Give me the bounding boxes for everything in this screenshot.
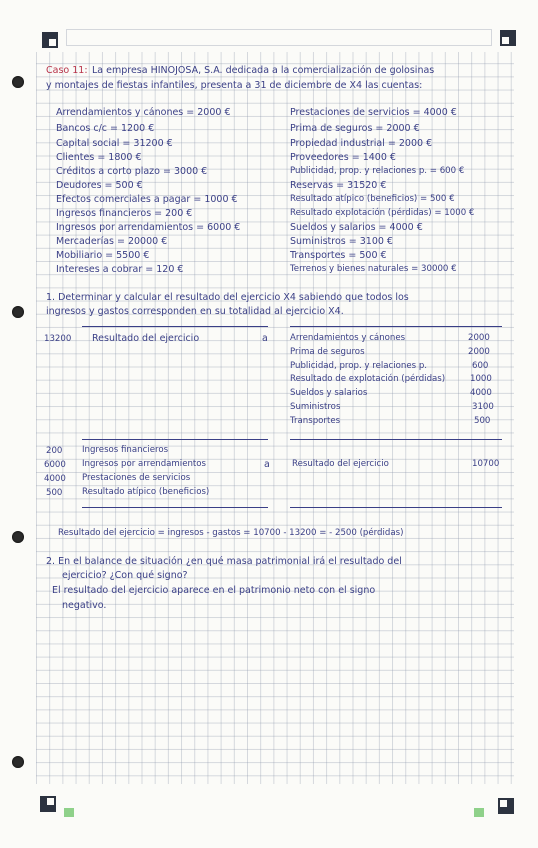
entry-separator <box>82 326 268 327</box>
account-right: Terrenos y bienes naturales = 30000 € <box>290 264 457 274</box>
question-2-line-1: 2. En el balance de situación ¿en qué masa patrimonial irá el resultado del <box>46 556 402 567</box>
account-left: Arrendamientos y cánones = 2000 € <box>56 107 231 118</box>
entry2-debit-amount: 4000 <box>44 474 66 484</box>
corner-mark-icon <box>500 30 516 46</box>
account-left: Ingresos por arrendamientos = 6000 € <box>56 222 241 233</box>
account-left: Mercaderías = 20000 € <box>56 236 168 247</box>
entry1-credit-account: Transportes <box>290 416 341 426</box>
entry2-credit-account: Resultado del ejercicio <box>292 459 389 469</box>
account-right: Propiedad industrial = 2000 € <box>290 138 433 149</box>
entry1-credit-account: Resultado de explotación (pérdidas) <box>290 374 446 384</box>
account-right: Prima de seguros = 2000 € <box>290 123 420 134</box>
right-margin <box>514 0 538 848</box>
entry2-debit-account: Ingresos por arrendamientos <box>82 459 207 469</box>
entry1-credit-account: Prima de seguros <box>290 347 365 357</box>
entry1-credit-amount: 4000 <box>470 388 492 398</box>
entry1-credit-account: Suministros <box>290 402 341 412</box>
account-right: Resultado atípico (beneficios) = 500 € <box>290 194 455 204</box>
entry1-credit-amount: 1000 <box>470 374 492 384</box>
account-right: Suministros = 3100 € <box>290 236 393 247</box>
entry2-debit-account: Resultado atípico (beneficios) <box>82 487 210 497</box>
binder-hole-icon <box>12 76 24 88</box>
question-1-line-2: ingresos y gastos corresponden en su totalidad al ejercicio X4. <box>46 306 344 317</box>
account-left: Ingresos financieros = 200 € <box>56 208 193 219</box>
left-margin <box>0 0 36 848</box>
green-square-icon <box>64 808 74 817</box>
bottom-margin <box>0 784 538 848</box>
entry2-credit-amount: 10700 <box>472 459 500 469</box>
account-left: Clientes = 1800 € <box>56 152 142 163</box>
entry-separator <box>290 326 502 327</box>
entry1-credit-account: Publicidad, prop. y relaciones p. <box>290 361 428 371</box>
account-left: Deudores = 500 € <box>56 180 143 191</box>
account-right: Sueldos y salarios = 4000 € <box>290 222 423 233</box>
account-left: Intereses a cobrar = 120 € <box>56 264 184 275</box>
case-label: Caso 11: <box>46 65 88 76</box>
answer-2-line-2: negativo. <box>62 600 107 611</box>
entry-separator <box>82 507 268 508</box>
header-box <box>66 29 492 46</box>
entry-separator <box>82 439 268 440</box>
entry1-credit-amount: 500 <box>474 416 491 426</box>
account-left: Bancos c/c = 1200 € <box>56 123 155 134</box>
account-left: Créditos a corto plazo = 3000 € <box>56 166 208 177</box>
entry1-debit-amount: 13200 <box>44 334 72 344</box>
binder-hole-icon <box>12 306 24 318</box>
entry1-debit-account: Resultado del ejercicio <box>92 333 200 344</box>
entry1-credit-amount: 3100 <box>472 402 494 412</box>
corner-mark-icon <box>40 796 56 812</box>
entry1-credit-amount: 2000 <box>468 333 490 343</box>
account-right: Prestaciones de servicios = 4000 € <box>290 107 457 118</box>
account-right: Publicidad, prop. y relaciones p. = 600 € <box>290 166 465 176</box>
entry2-debit-account: Ingresos financieros <box>82 445 169 455</box>
binder-hole-icon <box>12 756 24 768</box>
entry1-credit-account: Arrendamientos y cánones <box>290 333 406 343</box>
answer-2-line-1: El resultado del ejercicio aparece en el patrimonio neto con el signo <box>52 585 376 596</box>
account-left: Capital social = 31200 € <box>56 138 173 149</box>
intro-line-2: y montajes de fiestas infantiles, presenta a 31 de diciembre de X4 las cuentas: <box>46 80 423 91</box>
entry1-credit-amount: 2000 <box>468 347 490 357</box>
account-right: Reservas = 31520 € <box>290 180 387 191</box>
entry1-credit-account: Sueldos y salarios <box>290 388 368 398</box>
result-line: Resultado del ejercicio = ingresos - gastos = 10700 - 13200 = - 2500 (pérdidas) <box>58 528 404 538</box>
entry2-debit-amount: 6000 <box>44 460 66 470</box>
entry2-a: a <box>264 459 270 470</box>
account-right: Transportes = 500 € <box>290 250 387 261</box>
account-right: Resultado explotación (pérdidas) = 1000 € <box>290 208 475 218</box>
green-square-icon <box>474 808 484 817</box>
question-1-line-1: 1. Determinar y calcular el resultado del ejercicio X4 sabiendo que todos los <box>46 292 409 303</box>
entry2-debit-amount: 500 <box>46 488 63 498</box>
account-left: Mobiliario = 5500 € <box>56 250 150 261</box>
entry-separator <box>290 439 502 440</box>
entry1-credit-amount: 600 <box>472 361 489 371</box>
question-2-line-2: ejercicio? ¿Con qué signo? <box>62 570 188 581</box>
corner-mark-icon <box>42 32 58 48</box>
entry2-debit-amount: 200 <box>46 446 63 456</box>
corner-mark-icon <box>498 798 514 814</box>
entry-separator <box>290 507 502 508</box>
account-left: Efectos comerciales a pagar = 1000 € <box>56 194 238 205</box>
entry1-a: a <box>262 333 268 344</box>
account-right: Proveedores = 1400 € <box>290 152 396 163</box>
entry2-debit-account: Prestaciones de servicios <box>82 473 191 483</box>
binder-hole-icon <box>12 531 24 543</box>
intro-line-1: La empresa HINOJOSA, S.A. dedicada a la comercialización de golosinas <box>92 65 435 76</box>
